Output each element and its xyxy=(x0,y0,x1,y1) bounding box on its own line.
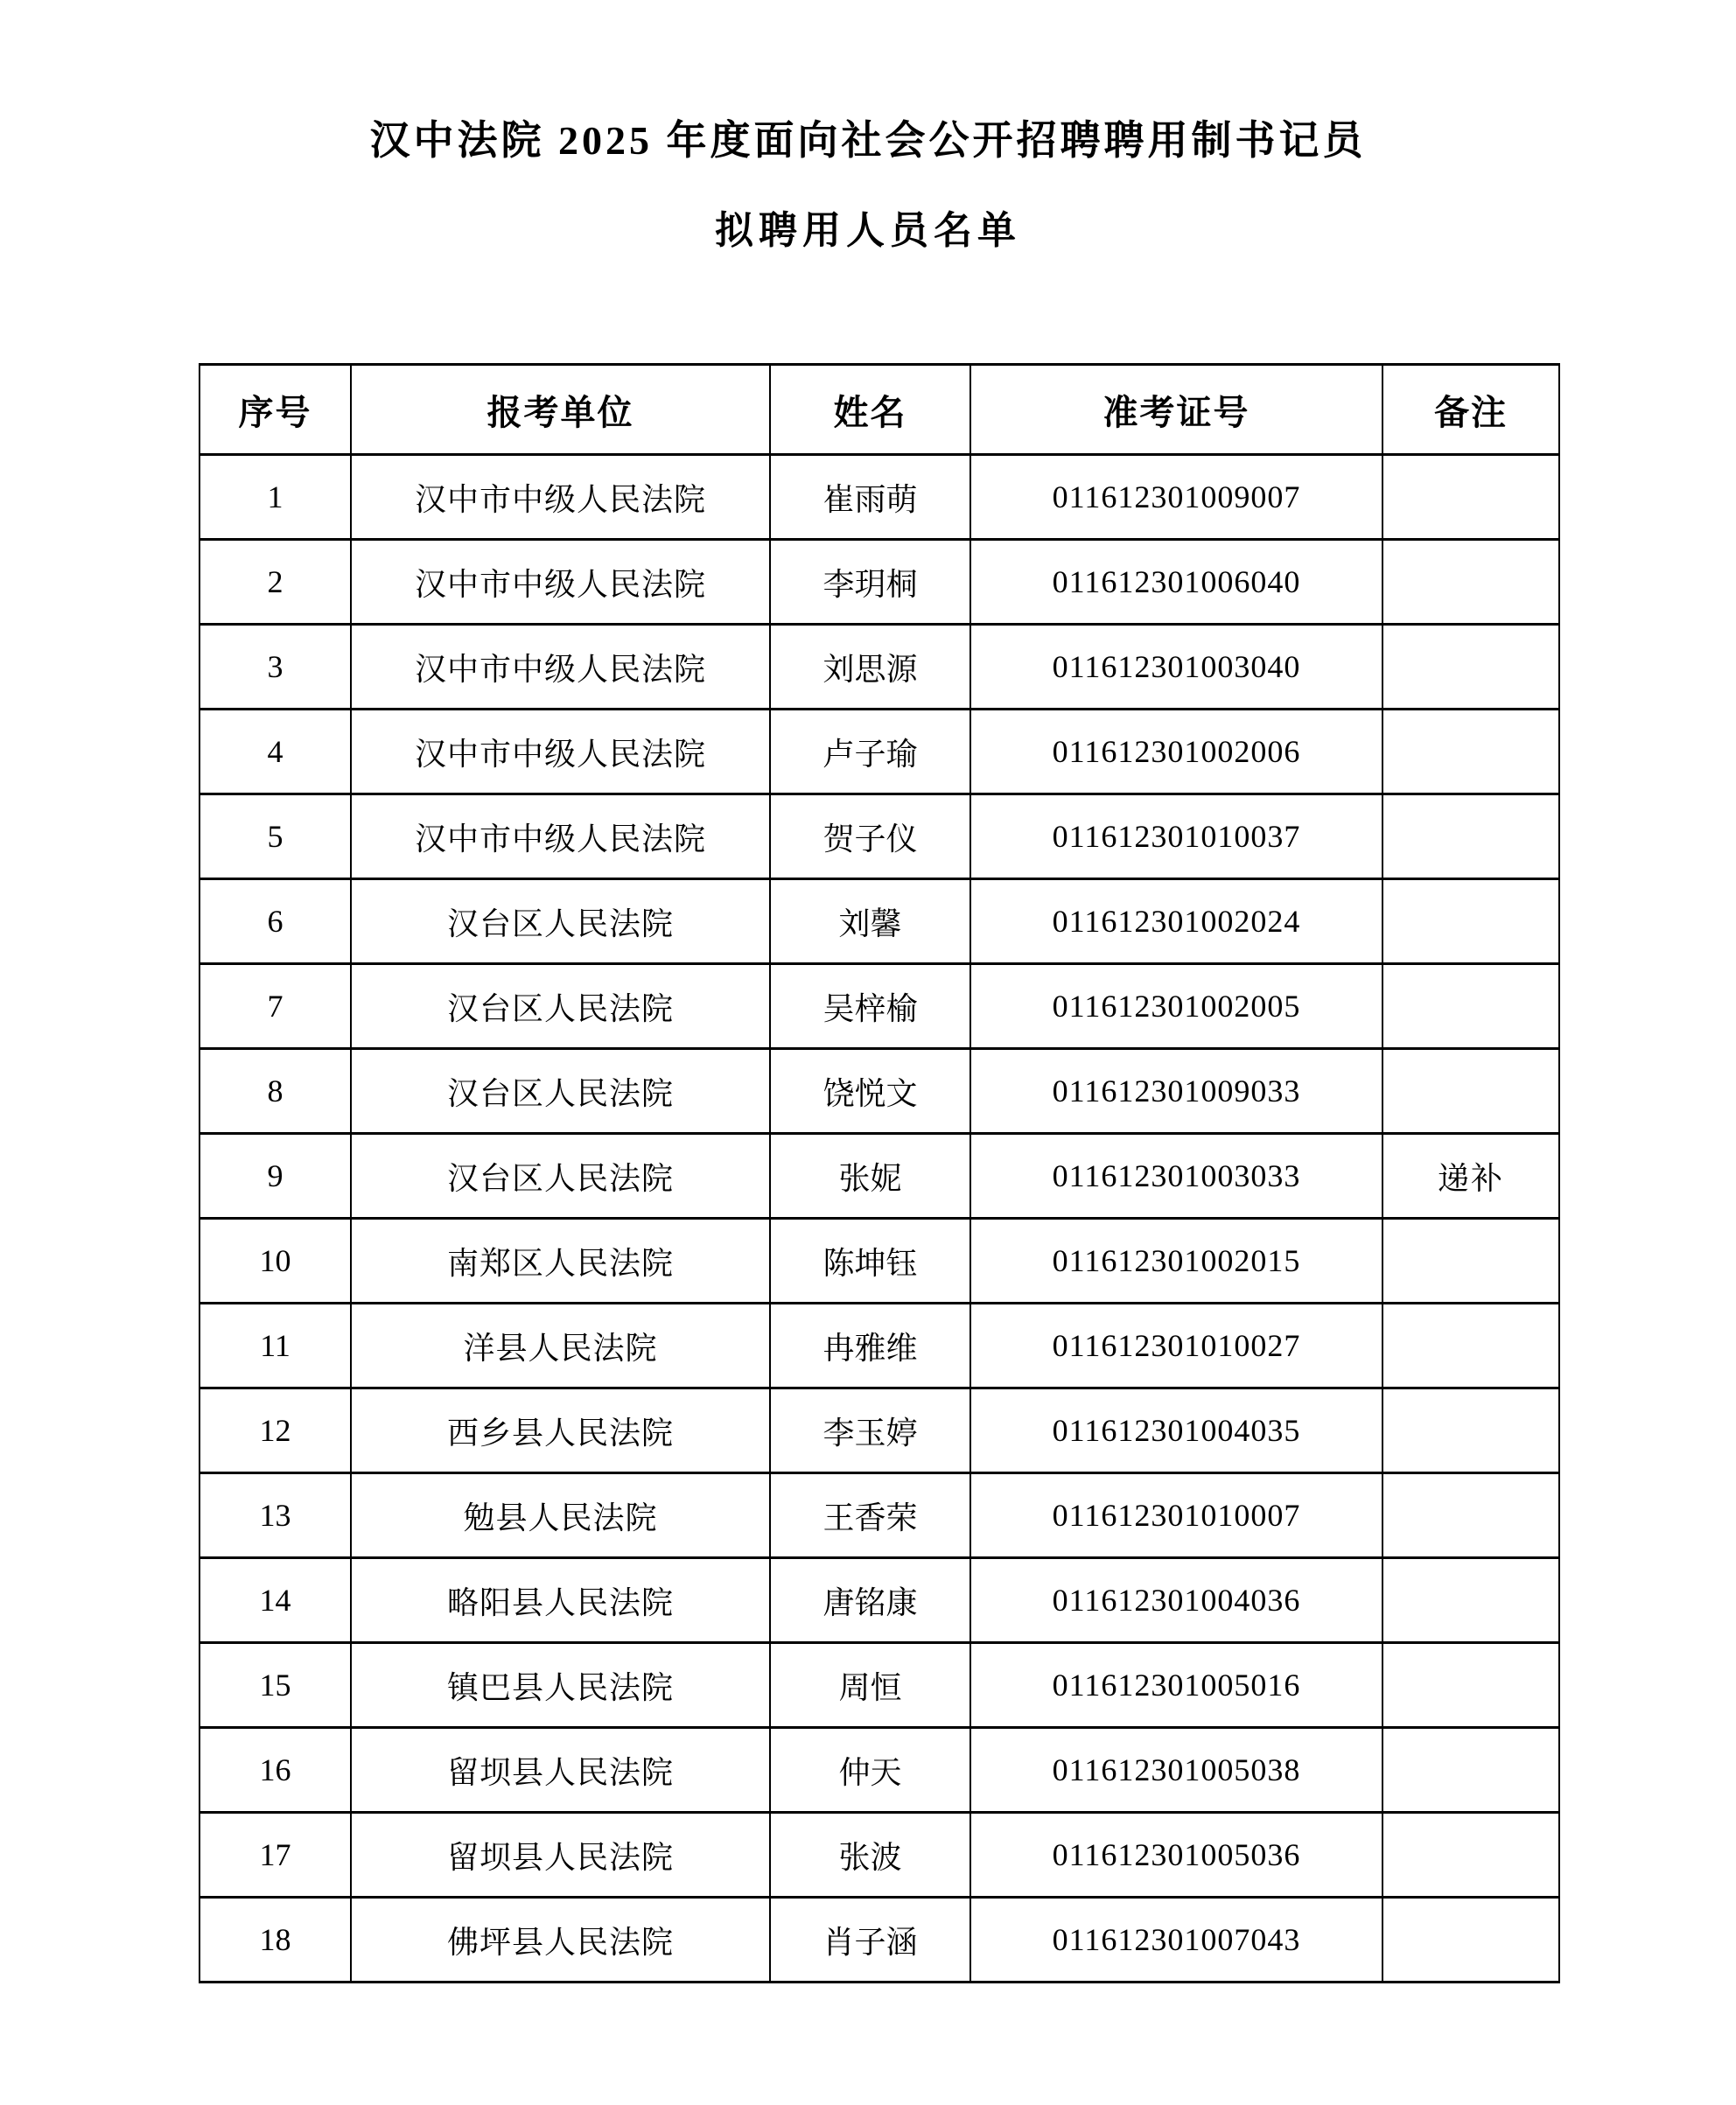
cell-exam-ticket-number: 011612301003033 xyxy=(970,1134,1382,1219)
cell-court-unit: 佛坪县人民法院 xyxy=(351,1898,770,1983)
cell-serial-number: 17 xyxy=(200,1813,351,1898)
cell-exam-ticket-number: 011612301005038 xyxy=(970,1728,1382,1813)
table-row xyxy=(200,540,1559,625)
cell-candidate-name: 张妮 xyxy=(770,1134,970,1219)
cell-exam-ticket-number: 011612301010027 xyxy=(970,1304,1382,1388)
title-line-1: 汉中法院 2025 年度面向社会公开招聘聘用制书记员 xyxy=(369,118,1367,163)
table-row xyxy=(200,1388,1559,1473)
cell-remark xyxy=(1382,1558,1559,1643)
cell-candidate-name: 陈坤钰 xyxy=(770,1219,970,1304)
cell-remark xyxy=(1382,964,1559,1049)
cell-remark xyxy=(1382,879,1559,964)
cell-serial-number: 13 xyxy=(200,1473,351,1558)
cell-exam-ticket-number: 011612301005016 xyxy=(970,1643,1382,1728)
cell-remark xyxy=(1382,1813,1559,1898)
cell-candidate-name: 李玥桐 xyxy=(770,540,970,625)
cell-remark xyxy=(1382,794,1559,879)
header-row xyxy=(200,365,1559,455)
table-row xyxy=(200,1898,1559,1983)
cell-exam-ticket-number: 011612301002006 xyxy=(970,710,1382,794)
table-row xyxy=(200,1813,1559,1898)
cell-serial-number: 9 xyxy=(200,1134,351,1219)
cell-court-unit: 汉中市中级人民法院 xyxy=(351,455,770,540)
cell-remark: 递补 xyxy=(1382,1134,1559,1219)
cell-court-unit: 汉台区人民法院 xyxy=(351,879,770,964)
cell-exam-ticket-number: 011612301009007 xyxy=(970,455,1382,540)
title-line-2: 拟聘用人员名单 xyxy=(715,209,1021,252)
cell-court-unit: 西乡县人民法院 xyxy=(351,1388,770,1473)
cell-serial-number: 12 xyxy=(200,1388,351,1473)
cell-candidate-name: 刘思源 xyxy=(770,625,970,710)
table-row xyxy=(200,1473,1559,1558)
cell-candidate-name: 崔雨萌 xyxy=(770,455,970,540)
cell-court-unit: 汉中市中级人民法院 xyxy=(351,540,770,625)
header-name: 姓名 xyxy=(770,365,970,455)
cell-exam-ticket-number: 011612301007043 xyxy=(970,1898,1382,1983)
cell-remark xyxy=(1382,1473,1559,1558)
table-row xyxy=(200,1219,1559,1304)
cell-serial-number: 6 xyxy=(200,879,351,964)
cell-court-unit: 汉中市中级人民法院 xyxy=(351,625,770,710)
cell-court-unit: 汉中市中级人民法院 xyxy=(351,794,770,879)
table-row xyxy=(200,1304,1559,1388)
cell-serial-number: 8 xyxy=(200,1049,351,1134)
table-row xyxy=(200,625,1559,710)
table-row xyxy=(200,879,1559,964)
cell-serial-number: 14 xyxy=(200,1558,351,1643)
cell-serial-number: 1 xyxy=(200,455,351,540)
cell-exam-ticket-number: 011612301002005 xyxy=(970,964,1382,1049)
cell-exam-ticket-number: 011612301005036 xyxy=(970,1813,1382,1898)
cell-court-unit: 留坝县人民法院 xyxy=(351,1728,770,1813)
cell-candidate-name: 冉雅维 xyxy=(770,1304,970,1388)
table-row xyxy=(200,1558,1559,1643)
cell-remark xyxy=(1382,1049,1559,1134)
cell-serial-number: 10 xyxy=(200,1219,351,1304)
cell-candidate-name: 李玉婷 xyxy=(770,1388,970,1473)
cell-exam-ticket-number: 011612301002024 xyxy=(970,879,1382,964)
cell-exam-ticket-number: 011612301002015 xyxy=(970,1219,1382,1304)
cell-exam-ticket-number: 011612301010037 xyxy=(970,794,1382,879)
cell-serial-number: 11 xyxy=(200,1304,351,1388)
cell-court-unit: 略阳县人民法院 xyxy=(351,1558,770,1643)
cell-remark xyxy=(1382,1219,1559,1304)
table-row xyxy=(200,1728,1559,1813)
cell-court-unit: 汉中市中级人民法院 xyxy=(351,710,770,794)
cell-court-unit: 镇巴县人民法院 xyxy=(351,1643,770,1728)
cell-remark xyxy=(1382,1898,1559,1983)
cell-exam-ticket-number: 011612301009033 xyxy=(970,1049,1382,1134)
cell-court-unit: 汉台区人民法院 xyxy=(351,1049,770,1134)
cell-court-unit: 洋县人民法院 xyxy=(351,1304,770,1388)
cell-serial-number: 15 xyxy=(200,1643,351,1728)
table-row xyxy=(200,1643,1559,1728)
table-row xyxy=(200,794,1559,879)
header-no: 序号 xyxy=(200,365,351,455)
cell-serial-number: 18 xyxy=(200,1898,351,1983)
table-row xyxy=(200,710,1559,794)
table-row xyxy=(200,1049,1559,1134)
cell-exam-ticket-number: 011612301004035 xyxy=(970,1388,1382,1473)
cell-serial-number: 16 xyxy=(200,1728,351,1813)
cell-serial-number: 2 xyxy=(200,540,351,625)
cell-candidate-name: 唐铭康 xyxy=(770,1558,970,1643)
cell-serial-number: 3 xyxy=(200,625,351,710)
cell-serial-number: 4 xyxy=(200,710,351,794)
cell-remark xyxy=(1382,625,1559,710)
header-remark: 备注 xyxy=(1382,365,1559,455)
cell-candidate-name: 仲天 xyxy=(770,1728,970,1813)
cell-candidate-name: 刘馨 xyxy=(770,879,970,964)
table-row xyxy=(200,964,1559,1049)
cell-candidate-name: 卢子瑜 xyxy=(770,710,970,794)
cell-court-unit: 南郑区人民法院 xyxy=(351,1219,770,1304)
cell-exam-ticket-number: 011612301003040 xyxy=(970,625,1382,710)
cell-court-unit: 勉县人民法院 xyxy=(351,1473,770,1558)
cell-remark xyxy=(1382,1304,1559,1388)
cell-court-unit: 汉台区人民法院 xyxy=(351,964,770,1049)
table-row xyxy=(200,1134,1559,1219)
cell-candidate-name: 王香荣 xyxy=(770,1473,970,1558)
cell-remark xyxy=(1382,1728,1559,1813)
header-unit: 报考单位 xyxy=(351,365,770,455)
cell-remark xyxy=(1382,540,1559,625)
cell-remark xyxy=(1382,455,1559,540)
cell-candidate-name: 周恒 xyxy=(770,1643,970,1728)
table-row xyxy=(200,455,1559,540)
cell-candidate-name: 饶悦文 xyxy=(770,1049,970,1134)
cell-candidate-name: 张波 xyxy=(770,1813,970,1898)
cell-remark xyxy=(1382,710,1559,794)
roster-table-wrap xyxy=(199,363,1558,1983)
cell-court-unit: 留坝县人民法院 xyxy=(351,1813,770,1898)
cell-exam-ticket-number: 011612301006040 xyxy=(970,540,1382,625)
roster-table xyxy=(199,363,1560,1983)
cell-serial-number: 7 xyxy=(200,964,351,1049)
cell-exam-ticket-number: 011612301004036 xyxy=(970,1558,1382,1643)
cell-remark xyxy=(1382,1388,1559,1473)
cell-candidate-name: 贺子仪 xyxy=(770,794,970,879)
cell-candidate-name: 吴梓榆 xyxy=(770,964,970,1049)
cell-court-unit: 汉台区人民法院 xyxy=(351,1134,770,1219)
cell-candidate-name: 肖子涵 xyxy=(770,1898,970,1983)
cell-remark xyxy=(1382,1643,1559,1728)
cell-exam-ticket-number: 011612301010007 xyxy=(970,1473,1382,1558)
cell-serial-number: 5 xyxy=(200,794,351,879)
header-ticket: 准考证号 xyxy=(970,365,1382,455)
document-title xyxy=(0,118,1736,252)
